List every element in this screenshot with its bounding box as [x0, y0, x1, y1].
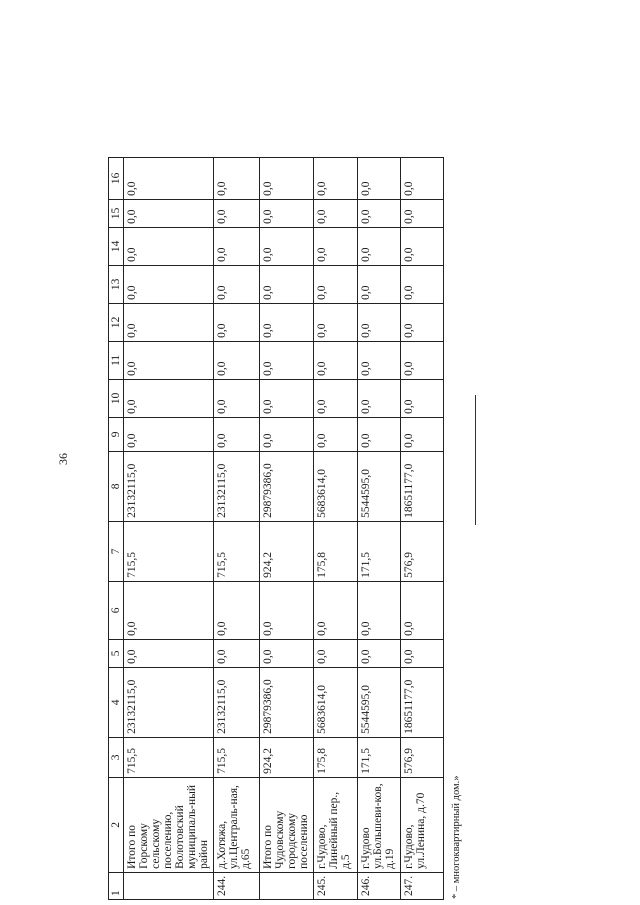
address-cell: д.Хотяжа, ул.Централь-ная, д.65 — [213, 777, 259, 872]
column-number: 14 — [109, 227, 124, 265]
table-cell: 0,0 — [124, 265, 213, 303]
table-cell: 18651177,0 — [400, 451, 443, 521]
table-cell: 0,0 — [259, 157, 313, 199]
table-cell: 171,5 — [357, 737, 400, 777]
table-cell: 0,0 — [313, 417, 357, 451]
table-cell: 0,0 — [213, 379, 259, 417]
table-cell: 0,0 — [357, 303, 400, 341]
table-cell: 0,0 — [259, 417, 313, 451]
table-cell: 0,0 — [400, 157, 443, 199]
table-cell: 0,0 — [400, 639, 443, 667]
table-row — [400, 157, 443, 899]
column-number: 16 — [109, 157, 124, 199]
column-number: 1 — [109, 872, 124, 899]
table-cell: 0,0 — [313, 303, 357, 341]
table-cell: 0,0 — [357, 417, 400, 451]
table-cell: 0,0 — [213, 417, 259, 451]
table-cell: 0,0 — [400, 417, 443, 451]
table-cell: 0,0 — [357, 199, 400, 227]
table-cell: 0,0 — [124, 581, 213, 639]
table-cell: 29879386,0 — [259, 667, 313, 737]
table-cell: 576,9 — [400, 737, 443, 777]
table-cell: 0,0 — [259, 379, 313, 417]
table-cell: 0,0 — [213, 581, 259, 639]
table-cell: 0,0 — [213, 227, 259, 265]
column-number: 5 — [109, 639, 124, 667]
table-cell: 5683614,0 — [313, 451, 357, 521]
table-row — [357, 157, 400, 899]
address-cell: Итого по Чудовскому городскому поселению — [259, 777, 313, 872]
table-cell: 0,0 — [259, 199, 313, 227]
table-cell: 0,0 — [400, 581, 443, 639]
table-cell: 924,2 — [259, 521, 313, 581]
table-cell: 0,0 — [357, 581, 400, 639]
table-cell: 0,0 — [259, 341, 313, 379]
footnote: * – многоквартирный дом.» — [451, 775, 462, 899]
table-cell: 0,0 — [313, 379, 357, 417]
table-cell: 0,0 — [313, 341, 357, 379]
row-number: 245. — [313, 872, 357, 899]
page-number: 36 — [56, 453, 70, 465]
address-cell: г.Чудово, Линейный пер., д.5 — [313, 777, 357, 872]
column-number: 4 — [109, 667, 124, 737]
column-number: 8 — [109, 451, 124, 521]
table-cell: 715,5 — [213, 737, 259, 777]
table-cell: 23132115,0 — [124, 451, 213, 521]
column-number: 2 — [109, 777, 124, 872]
table-cell: 0,0 — [213, 639, 259, 667]
table-cell: 0,0 — [400, 199, 443, 227]
row-number — [124, 872, 213, 899]
table-row — [213, 157, 259, 899]
table-row — [124, 157, 213, 899]
table-cell: 23132115,0 — [213, 451, 259, 521]
table-cell: 0,0 — [213, 341, 259, 379]
row-number — [259, 872, 313, 899]
table-cell: 171,5 — [357, 521, 400, 581]
table-cell: 0,0 — [124, 379, 213, 417]
table-cell: 0,0 — [313, 581, 357, 639]
table-cell: 0,0 — [357, 157, 400, 199]
column-number: 9 — [109, 417, 124, 451]
table-cell: 0,0 — [124, 639, 213, 667]
table-cell: 0,0 — [124, 199, 213, 227]
table-cell: 5544595,0 — [357, 667, 400, 737]
column-number: 13 — [109, 265, 124, 303]
table-cell: 0,0 — [213, 199, 259, 227]
table-cell: 5544595,0 — [357, 451, 400, 521]
table-cell: 0,0 — [357, 227, 400, 265]
column-number-row — [109, 157, 124, 899]
column-number: 3 — [109, 737, 124, 777]
table-cell: 0,0 — [400, 379, 443, 417]
table-cell: 715,5 — [124, 521, 213, 581]
column-number: 6 — [109, 581, 124, 639]
table-cell: 0,0 — [124, 341, 213, 379]
table-cell: 576,9 — [400, 521, 443, 581]
table-cell: 29879386,0 — [259, 451, 313, 521]
table-cell: 0,0 — [259, 265, 313, 303]
table-cell: 23132115,0 — [213, 667, 259, 737]
table-cell: 0,0 — [259, 581, 313, 639]
column-number: 11 — [109, 341, 124, 379]
table-cell: 0,0 — [357, 379, 400, 417]
address-cell: г.Чудово, ул.Ленина, д.70 — [400, 777, 443, 872]
table-cell: 715,5 — [213, 521, 259, 581]
table-cell: 0,0 — [400, 303, 443, 341]
row-number: 244. — [213, 872, 259, 899]
column-number: 12 — [109, 303, 124, 341]
row-number: 247. — [400, 872, 443, 899]
row-number: 246. — [357, 872, 400, 899]
table-cell: 0,0 — [357, 341, 400, 379]
table-cell: 18651177,0 — [400, 667, 443, 737]
table-cell: 0,0 — [313, 199, 357, 227]
table-cell: 0,0 — [400, 341, 443, 379]
table-cell: 0,0 — [124, 157, 213, 199]
column-number: 10 — [109, 379, 124, 417]
table-cell: 0,0 — [259, 639, 313, 667]
address-cell: Итого по Горскому сельскому поселению, Волотовский муниципаль-ный район — [124, 777, 213, 872]
table-row — [313, 157, 357, 899]
table-cell: 0,0 — [124, 417, 213, 451]
table-cell: 0,0 — [313, 265, 357, 303]
table-cell: 924,2 — [259, 737, 313, 777]
table-cell: 23132115,0 — [124, 667, 213, 737]
column-number: 7 — [109, 521, 124, 581]
table-row — [259, 157, 313, 899]
table-cell: 0,0 — [213, 303, 259, 341]
column-number: 15 — [109, 199, 124, 227]
table-cell: 5683614,0 — [313, 667, 357, 737]
closing-rule-divider — [475, 395, 476, 525]
table-cell: 175,8 — [313, 737, 357, 777]
table-cell: 0,0 — [313, 639, 357, 667]
table-cell: 0,0 — [213, 265, 259, 303]
table-cell: 0,0 — [213, 157, 259, 199]
table-cell: 0,0 — [259, 227, 313, 265]
table-cell: 0,0 — [400, 265, 443, 303]
table-cell: 0,0 — [124, 227, 213, 265]
table-cell: 0,0 — [357, 265, 400, 303]
table-cell: 0,0 — [259, 303, 313, 341]
address-cell: г.Чудово ул.Большеви-ков, д.19 — [357, 777, 400, 872]
table-cell: 175,8 — [313, 521, 357, 581]
table-cell: 0,0 — [313, 227, 357, 265]
table-cell: 0,0 — [400, 227, 443, 265]
table-cell: 0,0 — [313, 157, 357, 199]
table-cell: 0,0 — [124, 303, 213, 341]
table-cell: 715,5 — [124, 737, 213, 777]
table-cell: 0,0 — [357, 639, 400, 667]
housing-data-table — [108, 157, 444, 900]
